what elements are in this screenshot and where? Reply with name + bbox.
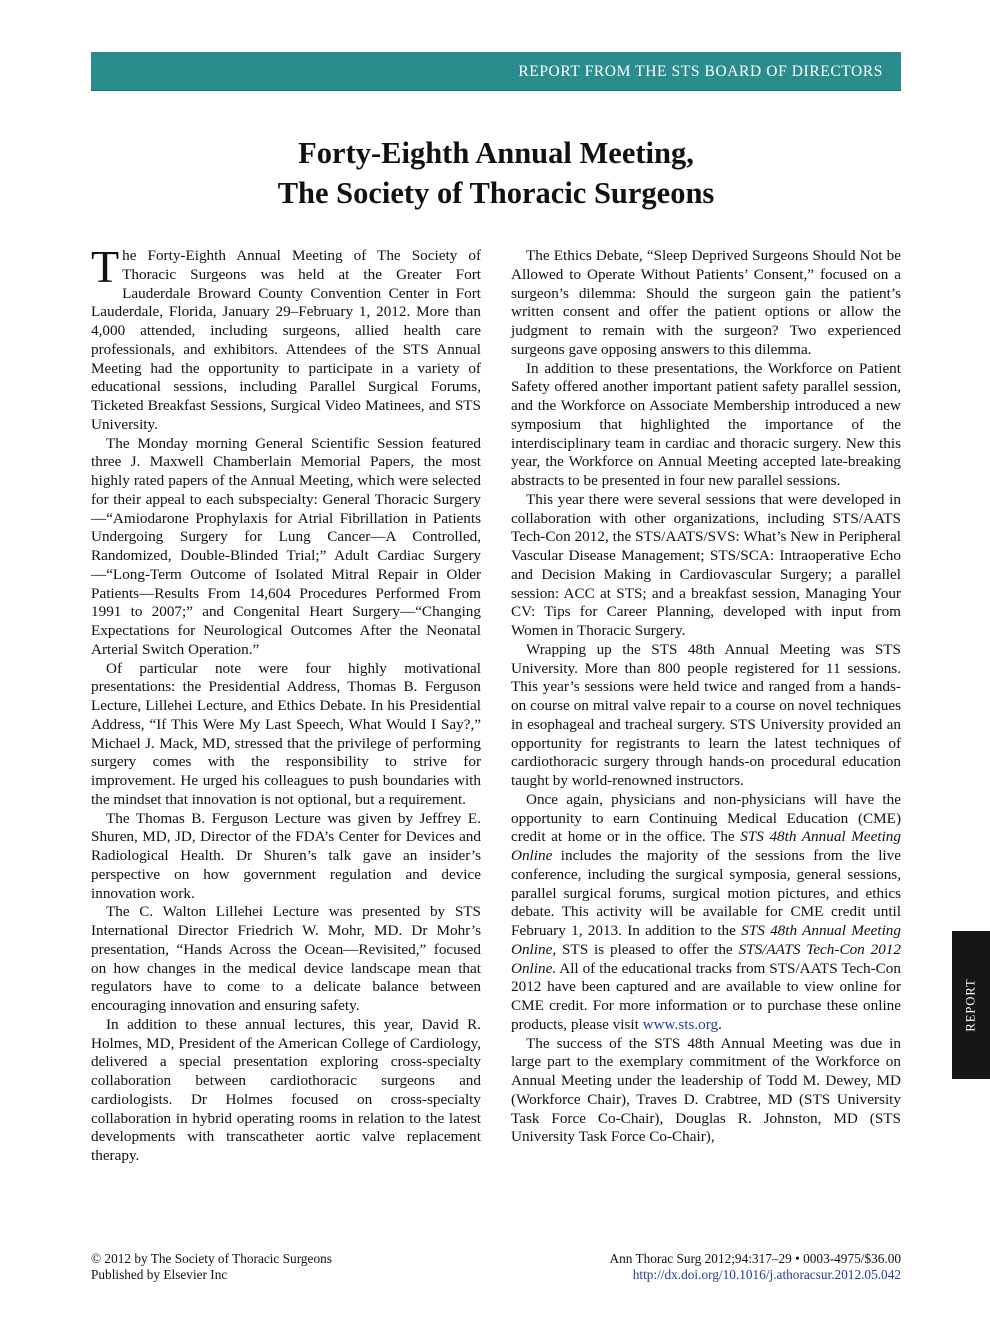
- paragraph: In addition to these annual lectures, this year, David R. Holmes, MD, President of the American College of Cardiology, delivered a special presentation exploring cross-specialty collaboration between cardiothoracic surgeons and cardiologists. Dr Holmes focused on cross-specialty collaboration in hybrid operating rooms in relation to the latest developments with transcatheter aortic valve replacement therapy.: [91, 1015, 481, 1164]
- copyright-text: © 2012 by The Society of Thoracic Surgeons: [91, 1251, 332, 1266]
- sts-website-link[interactable]: www.sts.org: [642, 1015, 719, 1033]
- title-line-2: The Society of Thoracic Surgeons: [277, 176, 715, 210]
- section-banner: [91, 52, 901, 91]
- paragraph: Of particular note were four highly motivational presentations: the Presidential Address, Thomas B. Ferguson Lecture, Lillehei Lecture, and Ethics Debate. In his Presidential Address, “If This Were My Last Speech, What Would I Say?,” Michael J. Mack, MD, stressed that the privilege of performing surgery comes with the responsibility to strive for improvement. He urged his colleagues to push boundaries with the mindset that innovation is not optional, but a requirement.: [91, 659, 481, 808]
- footer-citation-info: [609, 1251, 901, 1283]
- italic-title: STS 48th Annual Meeting Online,: [511, 922, 901, 958]
- doi-link[interactable]: http://dx.doi.org/10.1016/j.athoracsur.2012.05.042: [632, 1267, 901, 1282]
- paragraph: [511, 791, 901, 1035]
- paragraph: The Ethics Debate, “Sleep Deprived Surgeons Should Not be Allowed to Operate Without Patients’ Consent,” focused on a surgeon’s dilemma: Should the surgeon gain the patient’s written consent and offer the patient options or allow the judgment to remain with the surgeon? Two experienced surgeons gave opposing answers to this dilemma.: [511, 247, 901, 358]
- paragraph: This year there were several sessions that were developed in collaboration with other organizations, including STS/AATS Tech-Con 2012, the STS/AATS/SVS: What’s New in Peripheral Vascular Disease Management; STS/SCA: Intraoperative Echo and Decision Making in Cardiovascular Surgery; a parallel session: ACC at STS; and a breakfast session, Managing Your CV: Tips for Career Planning, developed with input from Women in Thoracic Surgery.: [511, 490, 901, 639]
- drop-cap: T: [91, 241, 120, 292]
- text-run: STS is pleased to offer the: [556, 940, 739, 958]
- paragraph: The C. Walton Lillehei Lecture was presented by STS International Director Friedrich W. Mohr, MD. Dr Mohr’s presentation, “Hands Across the Ocean—Revisited,” focused on how changes in the medical device landscape mean that regulators have to come to a delicate balance between encouraging innovation and ensuring safety.: [91, 903, 481, 1014]
- publisher-text: Published by Elsevier Inc: [91, 1267, 228, 1282]
- citation-text: Ann Thorac Surg 2012;94:317–29 • 0003-4975/$36.00: [609, 1251, 901, 1266]
- text-run: All of the educational tracks from STS/AATS Tech-Con 2012 have been captured and are available to view online for CME credit. For more information or to purchase these online products, please visit: [511, 959, 901, 1033]
- italic-title: STS/AATS Tech-Con 2012 Online.: [511, 940, 901, 977]
- report-side-tab: [952, 931, 990, 1079]
- text-run: includes the majority of the sessions from the live conference, including the surgical symposia, general sessions, parallel surgical forums, surgical motion pictures, and ethics debate. This activity will be available for CME credit until February 1, 2013. In addition to the: [511, 847, 901, 939]
- side-tab-label: REPORT: [963, 978, 978, 1032]
- paragraph: Wrapping up the STS 48th Annual Meeting was STS University. More than 800 people registered for 11 sessions. This year’s sessions were held twice and ranged from a hands-on course on mitral valve repair to a course on novel techniques in esophageal and tracheal surgery. STS University provided an opportunity for registrants to learn the latest techniques of cardiothoracic surgery through hands-on procedural education taught by world-renowned instructors.: [511, 640, 901, 789]
- paragraph: The Monday morning General Scientific Session featured three J. Maxwell Chamberlain Memorial Papers, the most highly rated papers of the Annual Meeting, which were selected for their appeal to each subspecialty: General Thoracic Surgery—“Amiodarone Prophylaxis for Atrial Fibrillation in Patients Undergoing Surgery for Lung Cancer—A Controlled, Randomized, Double-Blinded Trial;” Adult Cardiac Surgery—“Long-Term Outcome of Isolated Mitral Repair in Older Patients—Results From 14,604 Procedures Performed From 1991 to 2007;” and Congenital Heart Surgery—“Changing Expectations for Neurological Outcomes After the Neonatal Arterial Switch Operation.”: [91, 434, 481, 658]
- right-column: [511, 247, 901, 1147]
- title-line-1: Forty-Eighth Annual Meeting,: [298, 136, 694, 170]
- text-run: .: [718, 1015, 722, 1033]
- text-run: Once again, physicians and non-physicians will have the opportunity to earn Continuing Medical Education (CME) credit at home or in the office. The: [511, 790, 901, 846]
- italic-title: STS 48th Annual Meeting Online: [511, 828, 901, 864]
- banner-text: REPORT FROM THE STS BOARD OF DIRECTORS: [518, 63, 883, 80]
- paragraph: [91, 241, 481, 435]
- paragraph-text: he Forty-Eighth Annual Meeting of The Society of Thoracic Surgeons was held at the Greater Fort Lauderdale Broward County Convention Center in Fort Lauderdale, Florida, January 29–February 1, 2012. More than 4,000 attended, including surgeons, allied health care professionals, and exhibitors. Attendees of the STS Annual Meeting had the opportunity to participate in a variety of educational sessions, including Parallel Surgical Forums, Ticketed Breakfast Sessions, Surgical Video Matinees, and STS University.: [91, 247, 481, 433]
- footer-publisher-info: [91, 1251, 332, 1283]
- paragraph: The Thomas B. Ferguson Lecture was given by Jeffrey E. Shuren, MD, JD, Director of the FDA’s Center for Devices and Radiological Health. Dr Shuren’s talk gave an insider’s perspective on how government regulation and device innovation work.: [91, 809, 481, 902]
- article-title: [91, 133, 901, 213]
- left-column: [91, 241, 481, 1166]
- paragraph: The success of the STS 48th Annual Meeting was due in large part to the exemplary commitment of the Workforce on Annual Meeting under the leadership of Todd M. Dewey, MD (Workforce Chair), Traves D. Crabtree, MD (STS University Task Force Co-Chair), Douglas R. Johnston, MD (STS University Task Force Co-Chair),: [511, 1034, 901, 1146]
- paragraph: In addition to these presentations, the Workforce on Patient Safety offered another important patient safety parallel session, and the Workforce on Associate Membership introduced a new symposium that highlighted the importance of the interdisciplinary team in cardiac and thoracic surgery. New this year, the Workforce on Annual Meeting accepted late-breaking abstracts to be presented in four new parallel sessions.: [511, 359, 901, 489]
